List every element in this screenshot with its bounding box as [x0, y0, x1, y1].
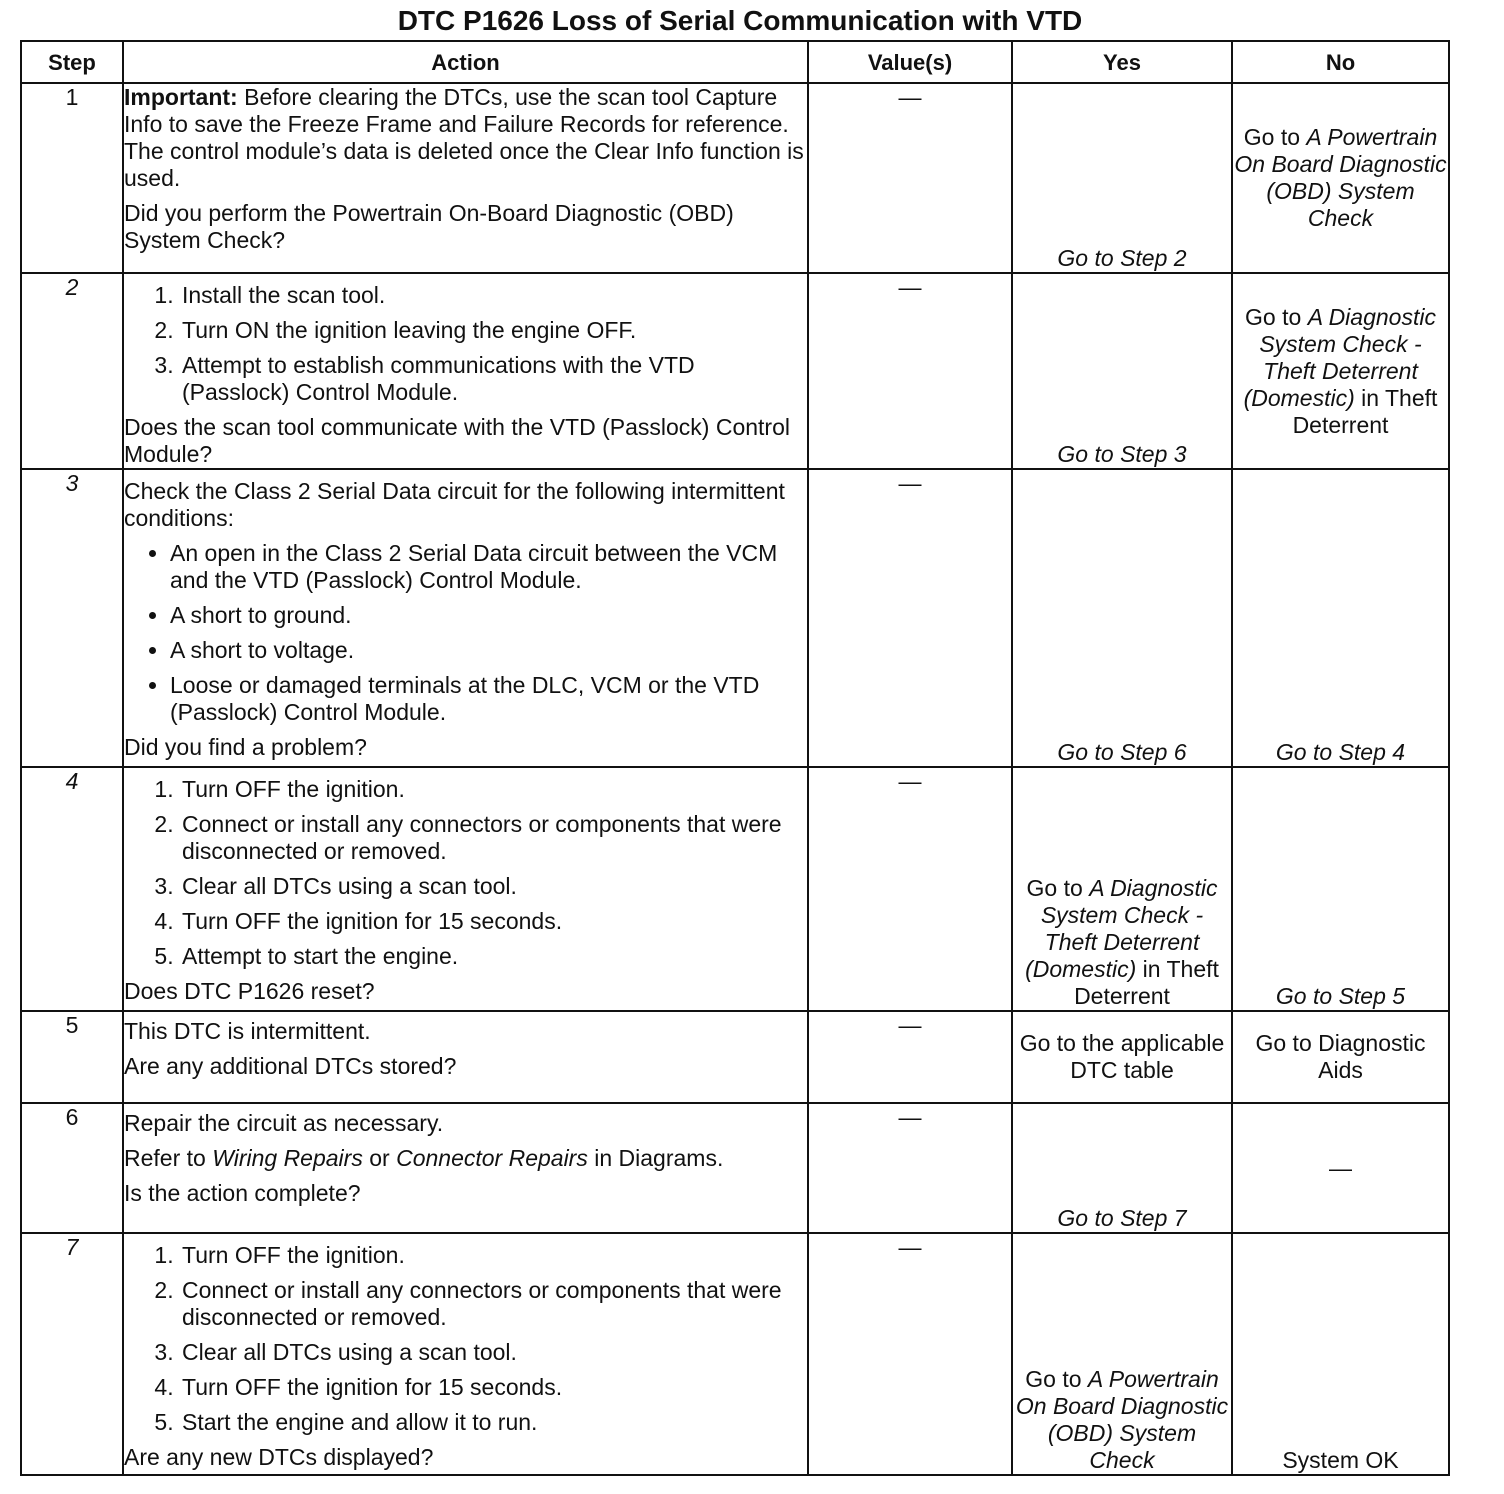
question: Did you find a problem?	[124, 734, 367, 760]
header-step: Step	[21, 41, 123, 83]
value-cell: —	[808, 1233, 1012, 1475]
step-number: 3	[21, 469, 123, 767]
yes-text[interactable]: Go to the applicable DTC table	[1019, 1030, 1225, 1083]
action-cell	[123, 1103, 808, 1233]
value-cell: —	[808, 767, 1012, 1011]
step-number: 7	[21, 1233, 123, 1475]
list-item: 1. Install the scan tool.	[180, 282, 807, 309]
header-values: Value(s)	[808, 41, 1012, 83]
action-cell	[123, 767, 808, 1011]
no-link[interactable]: Go to Step 5	[1275, 983, 1406, 1009]
table-row-step-4	[21, 767, 1449, 1011]
action-list	[124, 776, 807, 970]
wiring-repairs-link[interactable]: Wiring Repairs	[212, 1145, 363, 1171]
yes-prefix: Go to	[1026, 875, 1090, 901]
yes-cell	[1012, 1233, 1232, 1475]
important-note	[124, 84, 807, 192]
table-row-step-6	[21, 1103, 1449, 1233]
yes-cell	[1012, 767, 1232, 1011]
action-cell	[123, 83, 808, 273]
header-no: No	[1232, 41, 1449, 83]
step-number: 2	[21, 273, 123, 469]
table-row-step-3	[21, 469, 1449, 767]
list-item: 2. Connect or install any connectors or components that were disconnected or removed.	[180, 1277, 807, 1331]
yes-cell	[1012, 1011, 1232, 1103]
important-text: Before clearing the DTCs, use the scan tool Capture Info to save the Freeze Frame and Failure Records for reference. The control module’s data is deleted once the Clear Info function is used.	[124, 84, 804, 191]
question: Is the action complete?	[124, 1180, 361, 1206]
no-cell	[1232, 1233, 1449, 1475]
value-cell: —	[808, 273, 1012, 469]
yes-link[interactable]: Go to Step 3	[1057, 441, 1187, 467]
yes-link[interactable]: Go to Step 6	[1057, 739, 1187, 765]
no-prefix: Go to	[1243, 124, 1307, 150]
action-cell	[123, 1233, 808, 1475]
yes-cell	[1012, 273, 1232, 469]
list-item: 1. Turn OFF the ignition.	[180, 776, 807, 803]
header-yes: Yes	[1012, 41, 1232, 83]
action-cell	[123, 1011, 808, 1103]
question: Did you perform the Powertrain On-Board Diagnostic (OBD) System Check?	[124, 200, 734, 253]
value-cell: —	[808, 83, 1012, 273]
yes-prefix: Go to	[1025, 1366, 1088, 1392]
list-item: 1. Turn OFF the ignition.	[180, 1242, 807, 1269]
refer-prefix: Refer to	[124, 1145, 213, 1171]
list-item: 3. Clear all DTCs using a scan tool.	[180, 1339, 807, 1366]
refer-suffix: in Diagrams.	[587, 1145, 724, 1171]
no-cell	[1232, 767, 1449, 1011]
yes-suffix: in Theft Deterrent	[1074, 956, 1219, 1009]
no-cell	[1232, 273, 1449, 469]
value-cell: —	[808, 1011, 1012, 1103]
no-suffix: in Theft Deterrent	[1292, 384, 1438, 438]
action-list	[124, 1242, 807, 1436]
list-item: 3. Clear all DTCs using a scan tool.	[180, 873, 807, 900]
list-item: • A short to ground.	[170, 602, 807, 629]
no-prefix: Go to	[1245, 303, 1308, 330]
value-cell: —	[808, 1103, 1012, 1233]
intro-text: Repair the circuit as necessary.	[124, 1110, 444, 1136]
no-text[interactable]: System OK	[1282, 1447, 1399, 1473]
no-cell	[1232, 469, 1449, 767]
question: Does DTC P1626 reset?	[124, 978, 375, 1004]
list-item: • Loose or damaged terminals at the DLC, VCM or the VTD (Passlock) Control Module.	[170, 672, 807, 726]
intro-text: This DTC is intermittent.	[124, 1018, 371, 1044]
list-item: 5. Attempt to start the engine.	[180, 943, 807, 970]
action-cell	[123, 469, 808, 767]
important-label: Important:	[124, 84, 238, 110]
no-link[interactable]: A Powertrain On Board Diagnostic (OBD) System Check	[1234, 124, 1447, 231]
list-item: • A short to voltage.	[170, 637, 807, 664]
no-link[interactable]: A Diagnostic System Check - Theft Deterrent (Domestic)	[1243, 303, 1436, 411]
yes-cell	[1012, 83, 1232, 273]
list-item: 5. Start the engine and allow it to run.	[180, 1409, 807, 1436]
list-item: 4. Turn OFF the ignition for 15 seconds.	[180, 1374, 807, 1401]
list-item: 2. Turn ON the ignition leaving the engine OFF.	[180, 317, 807, 344]
action-list	[124, 282, 807, 406]
no-text[interactable]: Go to Diagnostic Aids	[1255, 1030, 1426, 1083]
table-header-row	[21, 41, 1449, 83]
question: Are any new DTCs displayed?	[124, 1444, 434, 1470]
step-number: 1	[21, 83, 123, 273]
no-cell	[1232, 83, 1449, 273]
table-row-step-7	[21, 1233, 1449, 1475]
connector-repairs-link[interactable]: Connector Repairs	[396, 1145, 588, 1171]
step-number: 6	[21, 1103, 123, 1233]
header-action: Action	[123, 41, 808, 83]
condition-list	[124, 540, 807, 726]
no-link[interactable]: Go to Step 4	[1275, 739, 1406, 765]
step-number: 5	[21, 1011, 123, 1103]
dtc-table	[20, 40, 1450, 1476]
no-cell	[1232, 1011, 1449, 1103]
yes-cell	[1012, 469, 1232, 767]
value-cell: —	[808, 469, 1012, 767]
intro-text: Check the Class 2 Serial Data circuit for the following intermittent conditions:	[124, 478, 785, 531]
yes-cell	[1012, 1103, 1232, 1233]
step-number: 4	[21, 767, 123, 1011]
question: Does the scan tool communicate with the VTD (Passlock) Control Module?	[124, 414, 790, 467]
list-item: 2. Connect or install any connectors or components that were disconnected or removed.	[180, 811, 807, 865]
page-title: DTC P1626 Loss of Serial Communication with VTD	[397, 5, 1083, 36]
table-row-step-1	[21, 83, 1449, 273]
list-item: 3. Attempt to establish communications with the VTD (Passlock) Control Module.	[180, 352, 807, 406]
table-row-step-5	[21, 1011, 1449, 1103]
refer-mid: or	[362, 1145, 397, 1171]
action-cell	[123, 273, 808, 469]
list-item: 4. Turn OFF the ignition for 15 seconds.	[180, 908, 807, 935]
no-cell: —	[1232, 1103, 1449, 1233]
table-row-step-2	[21, 273, 1449, 469]
yes-link[interactable]: A Powertrain On Board Diagnostic (OBD) System Check	[1015, 1366, 1229, 1473]
yes-link[interactable]: Go to Step 7	[1057, 1205, 1187, 1231]
refer-text	[124, 1145, 807, 1172]
question: Are any additional DTCs stored?	[124, 1053, 457, 1079]
yes-link[interactable]: Go to Step 2	[1057, 245, 1187, 271]
yes-link[interactable]: A Diagnostic System Check - Theft Deterrent (Domestic)	[1025, 875, 1218, 982]
list-item: • An open in the Class 2 Serial Data circuit between the VCM and the VTD (Passlock) Control Module.	[170, 540, 807, 594]
